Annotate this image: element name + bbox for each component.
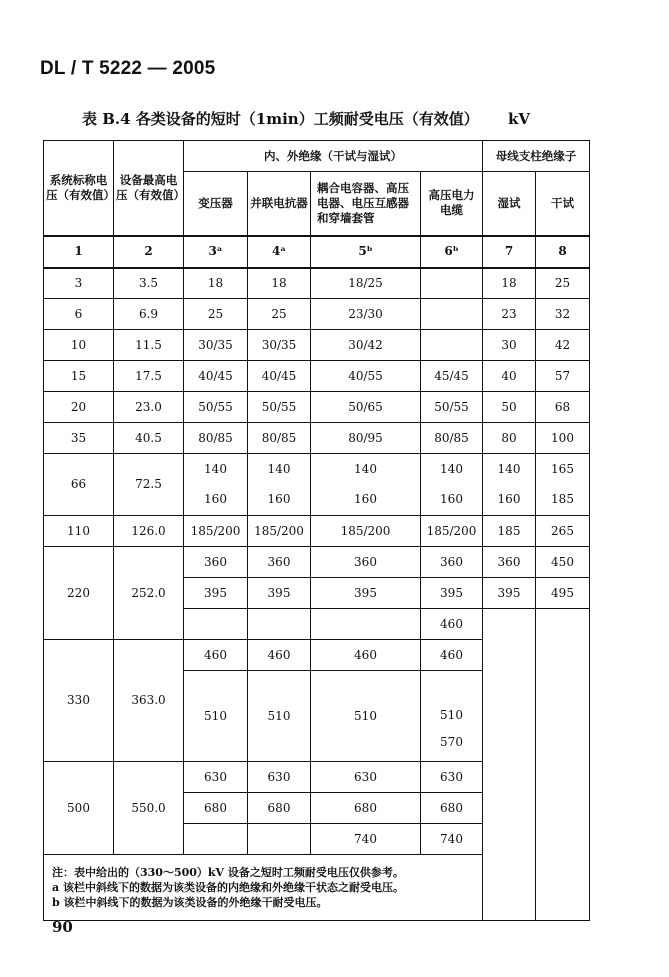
table-cell: 18/25 [311,268,421,299]
header-wet: 湿试 [483,172,536,236]
caption-title: 表 B.4 各类设备的短时（1min）工频耐受电压（有效值） [82,110,479,128]
table-cell [248,609,311,640]
table-cell: 72.5 [114,454,184,516]
table-cell: 395 [311,578,421,609]
table-cell: 57 [536,361,590,392]
table-cell: 3 [44,268,114,299]
table-cell: 160 [184,485,248,516]
table-cell: 100 [536,423,590,454]
table-cell: 460 [248,640,311,671]
table-cell: 185 [536,485,590,516]
table-cell: 630 [184,762,248,793]
table-cell: 160 [248,485,311,516]
table-cell: 740 [421,824,483,855]
table-cell: 395 [483,578,536,609]
table-cell: 50/55 [248,392,311,423]
table-cell: 360 [311,547,421,578]
table-row [44,516,590,547]
table-cell: 185/200 [311,516,421,547]
index-cell: 4ᵃ [248,236,311,268]
header-transformer: 变压器 [184,172,248,236]
table-cell: 330 [44,640,114,762]
header-system-voltage: 系统标称电压（有效值） [44,141,114,236]
table-caption [82,108,530,129]
table-row [44,299,590,330]
table-cell: 80/95 [311,423,421,454]
table-cell: 32 [536,299,590,330]
table-cell: 252.0 [114,547,184,640]
header-cable: 高压电力电缆 [421,172,483,236]
table-cell: 460 [311,640,421,671]
table-cell: 30/35 [184,330,248,361]
table-cell: 630 [248,762,311,793]
table-row [44,547,590,578]
table-cell: 30/42 [311,330,421,361]
header-insulation-group: 内、外绝缘（干试与湿试） [184,141,483,172]
table-cell: 25 [248,299,311,330]
header-shunt-reactor: 并联电抗器 [248,172,311,236]
table-cell: 140 [248,454,311,485]
table-cell: 185 [483,516,536,547]
table-cell: 395 [248,578,311,609]
table-cell [184,824,248,855]
table-cell: 80/85 [248,423,311,454]
table-cell: 3.5 [114,268,184,299]
table-cell: 460 [421,640,483,671]
table-cell: 50/65 [311,392,421,423]
table-cell: 18 [483,268,536,299]
table-cell: 50/55 [421,392,483,423]
header-dry: 干试 [536,172,590,236]
table-cell: 80 [483,423,536,454]
table-cell: 126.0 [114,516,184,547]
table-cell: 185/200 [421,516,483,547]
table-cell: 40/55 [311,361,421,392]
table-cell: 510 [248,671,311,762]
table-cell: 570 [421,725,483,762]
table-cell: 395 [184,578,248,609]
table-row [44,361,590,392]
table-cell [421,330,483,361]
table-cell: 50 [483,392,536,423]
table-cell: 630 [311,762,421,793]
index-cell: 5ᵇ [311,236,421,268]
table-cell: 6.9 [114,299,184,330]
table-cell: 500 [44,762,114,855]
index-cell: 6ᵇ [421,236,483,268]
note-line: b 该栏中斜线下的数据为该类设备的外绝缘干耐受电压。 [52,896,328,909]
table-notes [44,855,590,921]
table-cell: 140 [421,454,483,485]
index-cell: 3ᵃ [184,236,248,268]
table-cell [421,299,483,330]
table-cell: 363.0 [114,640,184,762]
table-row [44,268,590,299]
table-row [44,392,590,423]
table-cell: 35 [44,423,114,454]
caption-unit: kV [507,110,530,128]
table-cell: 20 [44,392,114,423]
table-cell: 220 [44,547,114,640]
table-cell: 40 [483,361,536,392]
header-row-1 [44,141,590,172]
table-cell: 160 [421,485,483,516]
table-cell: 23.0 [114,392,184,423]
table-cell: 66 [44,454,114,516]
table-cell: 360 [248,547,311,578]
table-cell: 10 [44,330,114,361]
table-cell: 110 [44,516,114,547]
table-cell: 80/85 [421,423,483,454]
document-code: DL / T 5222 — 2005 [40,58,216,79]
table-cell [248,824,311,855]
index-cell: 7 [483,236,536,268]
table-cell: 18 [248,268,311,299]
table-cell: 165 [536,454,590,485]
table-cell [421,268,483,299]
index-row [44,236,590,268]
table-cell: 395 [421,578,483,609]
table-cell: 18 [184,268,248,299]
table-cell: 360 [483,547,536,578]
header-coupling: 耦合电容器、高压电器、电压互感器和穿墙套管 [311,172,421,236]
table-cell: 680 [248,793,311,824]
table-cell: 550.0 [114,762,184,855]
table-cell: 450 [536,547,590,578]
table-cell: 11.5 [114,330,184,361]
table-cell: 680 [421,793,483,824]
table-cell: 140 [311,454,421,485]
table-cell: 460 [184,640,248,671]
table-cell: 140 [184,454,248,485]
table-cell [421,671,483,708]
table-cell: 23 [483,299,536,330]
table-cell: 30/35 [248,330,311,361]
table-cell: 510 [184,671,248,762]
table-row [44,454,590,485]
table-cell: 45/45 [421,361,483,392]
table-cell: 30 [483,330,536,361]
table-cell: 510 [311,671,421,762]
table-cell: 6 [44,299,114,330]
table-cell: 40/45 [184,361,248,392]
table-row [44,330,590,361]
table-cell: 510 [421,707,483,725]
index-cell: 1 [44,236,114,268]
header-max-voltage: 设备最高电压（有效值） [114,141,184,236]
table-cell: 42 [536,330,590,361]
notes-row [44,855,590,921]
table-cell: 360 [421,547,483,578]
table-cell [184,609,248,640]
note-line: a 该栏中斜线下的数据为该类设备的内绝缘和外绝缘干状态之耐受电压。 [52,881,404,894]
table-cell: 68 [536,392,590,423]
table-cell: 680 [311,793,421,824]
index-cell: 8 [536,236,590,268]
table-cell: 50/55 [184,392,248,423]
table-cell: 140 [483,454,536,485]
table-cell: 17.5 [114,361,184,392]
index-cell: 2 [114,236,184,268]
note-line: 注：表中给出的（330～500）kV 设备之短时工频耐受电压仅供参考。 [52,866,404,879]
table-cell: 630 [421,762,483,793]
table-cell: 40.5 [114,423,184,454]
table-cell: 360 [184,547,248,578]
page-number: 90 [52,918,73,936]
table-cell: 185/200 [248,516,311,547]
table-cell: 740 [311,824,421,855]
table-cell: 460 [421,609,483,640]
header-busbar-group: 母线支柱绝缘子 [483,141,590,172]
table-cell: 80/85 [184,423,248,454]
table-cell [311,609,421,640]
table-cell: 25 [536,268,590,299]
table-cell: 265 [536,516,590,547]
table-cell: 185/200 [184,516,248,547]
table-cell: 680 [184,793,248,824]
table-cell: 160 [483,485,536,516]
table-cell: 25 [184,299,248,330]
table-cell: 15 [44,361,114,392]
voltage-table [43,140,590,921]
table-cell: 495 [536,578,590,609]
table-cell: 23/30 [311,299,421,330]
table-cell: 40/45 [248,361,311,392]
table-row [44,423,590,454]
table-cell: 160 [311,485,421,516]
